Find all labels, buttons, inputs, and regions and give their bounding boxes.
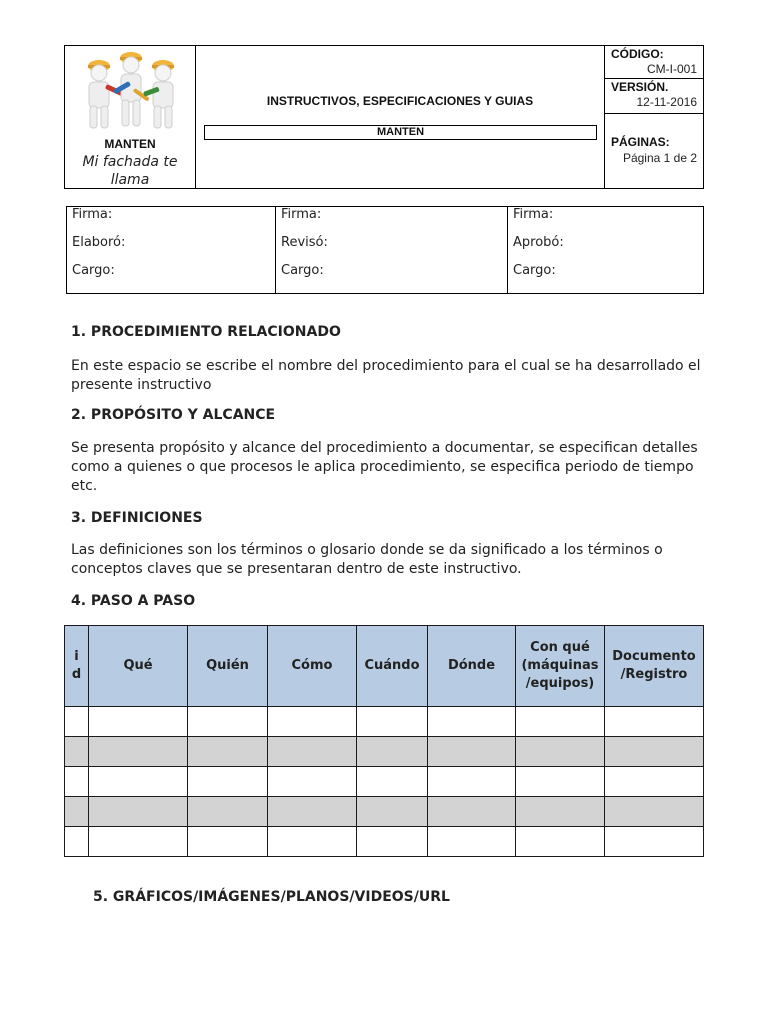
signature-col-reviso (276, 207, 508, 293)
table-cell[interactable] (357, 707, 428, 737)
table-cell[interactable] (188, 827, 268, 857)
section-2-text: Se presenta propósito y alcance del procedimiento a documentar, se especifican detalles como a quienes o que procesos le aplica procedimiento, se especifica periodo de tiempo etc. (71, 440, 698, 494)
table-cell[interactable] (65, 707, 89, 737)
elaboro-label: Elaboró: (72, 235, 126, 250)
table-cell[interactable] (89, 707, 188, 737)
table-cell[interactable] (516, 737, 605, 767)
cargo-label: Cargo: (72, 263, 115, 278)
table-cell[interactable] (428, 737, 516, 767)
firma-label: Firma: (72, 207, 113, 222)
table-cell[interactable] (357, 827, 428, 857)
column-header: Con qué (máquinas /equipos) (516, 626, 605, 707)
header-meta-cell (605, 46, 703, 188)
codigo-label: CÓDIGO: (611, 47, 664, 61)
reviso-label: Revisó: (281, 235, 328, 250)
version-value: 12-11-2016 (636, 95, 697, 109)
version-cell (605, 79, 703, 114)
paginas-value: Página 1 de 2 (622, 151, 697, 165)
table-cell[interactable] (268, 707, 357, 737)
table-cell[interactable] (268, 797, 357, 827)
table-cell[interactable] (516, 767, 605, 797)
table-row (65, 707, 704, 737)
table-body (65, 707, 704, 857)
table-row (65, 737, 704, 767)
workers-logo-icon (77, 48, 185, 134)
table-cell[interactable] (357, 767, 428, 797)
document-header (64, 45, 704, 189)
table-cell[interactable] (268, 737, 357, 767)
table-cell[interactable] (89, 797, 188, 827)
table-cell[interactable] (605, 827, 704, 857)
section-5-heading: 5. GRÁFICOS/IMÁGENES/PLANOS/VIDEOS/URL (93, 889, 450, 905)
table-cell[interactable] (65, 767, 89, 797)
cargo-label: Cargo: (281, 263, 324, 278)
table-cell[interactable] (89, 827, 188, 857)
table-row (65, 827, 704, 857)
document-subtitle: MANTEN (204, 125, 597, 140)
column-header: Cuándo (357, 626, 428, 707)
signature-col-aprobo (508, 207, 703, 293)
table-cell[interactable] (89, 767, 188, 797)
table-cell[interactable] (428, 797, 516, 827)
section-2-heading: 2. PROPÓSITO Y ALCANCE (71, 407, 276, 423)
firma-label: Firma: (281, 207, 322, 222)
column-header: Quién (188, 626, 268, 707)
logo-brand-name: MANTEN (104, 137, 156, 151)
logo-tagline: Mi fachada te llama (82, 154, 178, 188)
codigo-value: CM-I-001 (646, 62, 697, 76)
column-header: Dónde (428, 626, 516, 707)
section-4-heading: 4. PASO A PASO (71, 593, 196, 609)
table-cell[interactable] (516, 797, 605, 827)
paginas-label: PÁGINAS: (611, 135, 670, 149)
document-title: INSTRUCTIVOS, ESPECIFICACIONES Y GUIAS (266, 94, 534, 108)
section-3-heading: 3. DEFINICIONES (71, 510, 203, 526)
column-header: Documento /Registro (605, 626, 704, 707)
table-row (65, 797, 704, 827)
table-cell[interactable] (428, 707, 516, 737)
table-cell[interactable] (516, 827, 605, 857)
codigo-cell (605, 46, 703, 79)
version-label: VERSIÓN. (611, 80, 669, 94)
table-cell[interactable] (268, 827, 357, 857)
table-cell[interactable] (188, 797, 268, 827)
table-header-row (65, 626, 704, 707)
section-3-text: Las definiciones son los términos o glosario donde se da significado a los términos o conceptos claves que se presentaran dentro de este instructivo. (71, 542, 663, 577)
aprobo-label: Aprobó: (513, 235, 564, 250)
table-cell[interactable] (65, 737, 89, 767)
table-cell[interactable] (188, 767, 268, 797)
table-cell[interactable] (428, 767, 516, 797)
logo-cell (65, 46, 196, 188)
table-cell[interactable] (188, 707, 268, 737)
section-1-text: En este espacio se escribe el nombre del procedimiento para el cual se ha desarrollado el presente instructivo (71, 358, 701, 393)
table-cell[interactable] (605, 707, 704, 737)
table-cell[interactable] (268, 767, 357, 797)
cargo-label: Cargo: (513, 263, 556, 278)
column-header: i d (65, 626, 89, 707)
table-cell[interactable] (65, 827, 89, 857)
header-title-cell (196, 46, 605, 188)
table-cell[interactable] (65, 797, 89, 827)
table-cell[interactable] (605, 797, 704, 827)
signature-col-elaboro (67, 207, 276, 293)
table-cell[interactable] (357, 797, 428, 827)
signature-table (66, 206, 704, 294)
table-cell[interactable] (605, 737, 704, 767)
steps-table (64, 625, 704, 857)
table-row (65, 767, 704, 797)
column-header: Qué (89, 626, 188, 707)
section-1-heading: 1. PROCEDIMIENTO RELACIONADO (71, 324, 341, 340)
firma-label: Firma: (513, 207, 554, 222)
paginas-cell (605, 114, 703, 188)
table-cell[interactable] (188, 737, 268, 767)
table-cell[interactable] (357, 737, 428, 767)
table-cell[interactable] (89, 737, 188, 767)
table-cell[interactable] (516, 707, 605, 737)
column-header: Cómo (268, 626, 357, 707)
table-cell[interactable] (428, 827, 516, 857)
table-cell[interactable] (605, 767, 704, 797)
